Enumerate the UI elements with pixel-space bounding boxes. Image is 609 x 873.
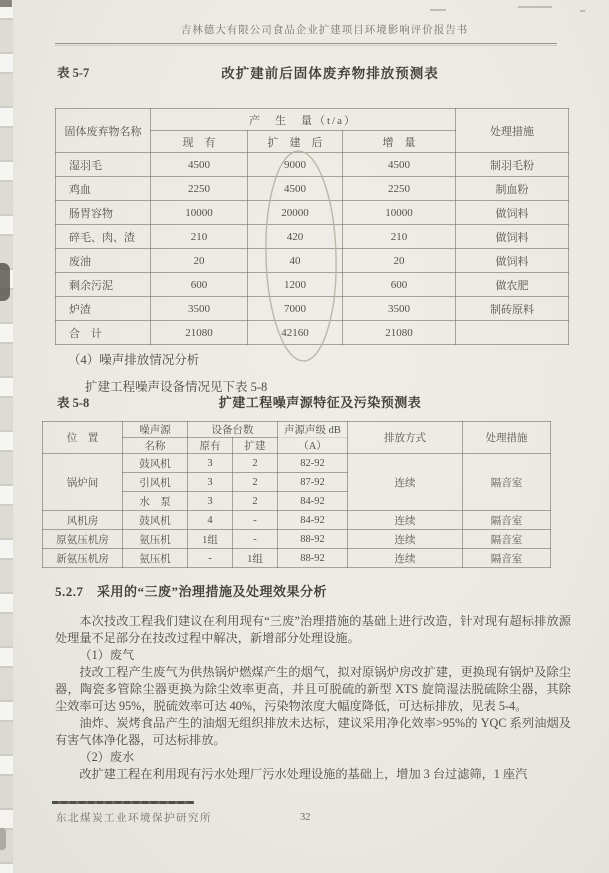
table-cell: 2250 <box>151 177 248 201</box>
table-cell: 20 <box>151 249 248 273</box>
table-cell: 4 <box>188 511 233 530</box>
table-cell: 600 <box>343 273 456 297</box>
footer-page-number: 32 <box>300 812 311 823</box>
table-cell: 4500 <box>343 153 456 177</box>
scan-mark <box>580 10 585 12</box>
table-cell: 20 <box>343 249 456 273</box>
table58-title: 扩建工程噪声源特征及污染预测表 <box>218 395 422 410</box>
paragraph: （2）废水 <box>79 750 135 764</box>
header-rule <box>55 43 557 44</box>
table-header-row <box>56 109 569 131</box>
table-cell: 9000 <box>248 153 343 177</box>
table-row <box>43 549 551 568</box>
table-cell: 做饲料 <box>456 225 569 249</box>
col-header-waste-name: 固体废弃物名称 <box>56 109 151 153</box>
table-cell: 600 <box>151 273 248 297</box>
col-header-existing: 现 有 <box>151 131 248 153</box>
table-cell: 炉渣 <box>56 297 151 321</box>
table-cell: 风机房 <box>43 511 123 530</box>
table57-title: 改扩建前后固体废弃物排放预测表 <box>221 66 439 81</box>
table-cell: 制砖原料 <box>456 297 569 321</box>
col-header-measure: 处理措施 <box>463 422 551 454</box>
table-cell: 制血粉 <box>456 177 569 201</box>
table-cell: 2250 <box>343 177 456 201</box>
table57-label: 表 5-7 <box>57 66 90 80</box>
table-cell: 1组 <box>233 549 278 568</box>
table-row <box>56 297 569 321</box>
table-cell <box>456 321 569 345</box>
table-cell: 82-92 <box>278 454 348 473</box>
footer-organization: 东北煤炭工业环境保护研究所 <box>56 813 212 824</box>
table-cell: 湿羽毛 <box>56 153 151 177</box>
table-cell: 20000 <box>248 201 343 225</box>
table-cell: 84-92 <box>278 492 348 511</box>
table-header-row <box>43 422 551 438</box>
table-cell: 连续 <box>348 511 463 530</box>
table-cell: 3500 <box>151 297 248 321</box>
section-527-body <box>55 613 571 783</box>
table-cell: 连续 <box>348 530 463 549</box>
scan-mark <box>430 9 446 11</box>
table-cell: 连续 <box>348 549 463 568</box>
table-cell: 新氨压机房 <box>43 549 123 568</box>
col-header-level-unit: （A） <box>278 438 348 454</box>
table-cell: 420 <box>248 225 343 249</box>
table-cell: - <box>233 511 278 530</box>
table-cell: 制羽毛粉 <box>456 153 569 177</box>
paragraph: 油炸、炭烤食品产生的油烟无组织排放未达标，建议采用净化效率>95%的 YQC 系列油烟及有害气体净化器，可达标排放。 <box>55 716 571 747</box>
table-cell: 3 <box>188 454 233 473</box>
table-cell: 鼓风机 <box>123 454 188 473</box>
table-cell: 剩余污泥 <box>56 273 151 297</box>
col-header-level: 声源声级 dB <box>278 422 348 438</box>
table-cell: 42160 <box>248 321 343 345</box>
table-row <box>56 153 569 177</box>
table-cell: 88-92 <box>278 530 348 549</box>
col-header-position: 位 置 <box>43 422 123 454</box>
table-cell: 210 <box>151 225 248 249</box>
table-cell: 210 <box>343 225 456 249</box>
table-row <box>56 273 569 297</box>
table-row <box>56 201 569 225</box>
table-cell: 7000 <box>248 297 343 321</box>
table-cell: 合 计 <box>56 321 151 345</box>
table-cell: 87-92 <box>278 473 348 492</box>
table-cell: 40 <box>248 249 343 273</box>
solid-waste-table <box>55 108 569 345</box>
table-total-row <box>56 321 569 345</box>
section-527-heading: 5.2.7 采用的“三废”治理措施及处理效果分析 <box>55 584 328 599</box>
footer-rule <box>52 801 194 804</box>
page-header-title: 吉林德大有限公司食品企业扩建项目环境影响评价报告书 <box>180 25 469 36</box>
col-header-original: 原有 <box>188 438 233 454</box>
table-cell: 10000 <box>343 201 456 225</box>
paragraph: 改扩建工程在利用现有污水处理厂污水处理设施的基础上，增加 3 台过滤筛，1 座汽 <box>79 767 528 781</box>
table-cell: 隔音室 <box>463 454 551 511</box>
table-cell: 1组 <box>188 530 233 549</box>
table-cell: 2 <box>233 492 278 511</box>
table58-label: 表 5-8 <box>57 396 90 410</box>
col-header-expanded: 扩建 <box>233 438 278 454</box>
col-header-output-group: 产 生 量（t/a） <box>151 109 456 131</box>
table-cell: 做饲料 <box>456 201 569 225</box>
table-cell: 10000 <box>151 201 248 225</box>
col-header-measure: 处理措施 <box>456 109 569 153</box>
table-cell: 84-92 <box>278 511 348 530</box>
table-cell: 3500 <box>343 297 456 321</box>
table-cell: 3 <box>188 492 233 511</box>
col-header-count-group: 设备台数 <box>188 422 278 438</box>
scan-mark <box>0 263 10 301</box>
table-cell: 连续 <box>348 454 463 511</box>
table-cell: - <box>233 530 278 549</box>
table-cell: 隔音室 <box>463 511 551 530</box>
table-cell: 肠胃容物 <box>56 201 151 225</box>
table-cell: 4500 <box>151 153 248 177</box>
table-cell: 鼓风机 <box>123 511 188 530</box>
noise-section-heading: （4）噪声排放情况分析 <box>68 353 200 367</box>
table-cell: 做饲料 <box>456 249 569 273</box>
table-cell: 21080 <box>151 321 248 345</box>
col-header-after: 扩 建 后 <box>248 131 343 153</box>
scan-mark <box>0 0 12 7</box>
table-cell: 2 <box>233 454 278 473</box>
col-header-source-name: 名称 <box>123 438 188 454</box>
table-cell: 隔音室 <box>463 549 551 568</box>
table-cell: 废油 <box>56 249 151 273</box>
paragraph: 技改工程产生废气为供热锅炉燃煤产生的烟气，拟对原锅炉房改扩建，更换现有锅炉及除尘器，陶瓷多管除尘器更换为除尘效率更高，并且可脱硫的新型 XTS 旋筒湿法脱硫除尘器，其除尘效率可达 95%，脱硫效率可达 40%，污染物浓度大幅度降低，可达标排放，见表 5-4。 <box>55 665 571 713</box>
table-cell: 88-92 <box>278 549 348 568</box>
paragraph: 本次技改工程我们建议在利用现有“三废”治理措施的基础上进行改造，针对现有超标排放源处理量不足部分在技改过程中解决，新增部分处理设施。 <box>55 614 571 645</box>
col-header-mode: 排放方式 <box>348 422 463 454</box>
table-cell: 3 <box>188 473 233 492</box>
table-cell: 水 泵 <box>123 492 188 511</box>
table-cell: - <box>188 549 233 568</box>
table-cell: 氨压机 <box>123 549 188 568</box>
table-cell: 引风机 <box>123 473 188 492</box>
scan-mark <box>0 828 6 850</box>
col-header-source: 噪声源 <box>123 422 188 438</box>
binding-edge <box>0 0 13 873</box>
noise-section-intro: 扩建工程噪声设备情况见下表 5-8 <box>85 380 268 394</box>
table-cell: 2 <box>233 473 278 492</box>
table-cell: 21080 <box>343 321 456 345</box>
table-row <box>56 249 569 273</box>
noise-source-table <box>42 421 551 568</box>
scan-mark <box>518 6 552 8</box>
table-cell: 鸡血 <box>56 177 151 201</box>
table-cell: 4500 <box>248 177 343 201</box>
table-row <box>56 177 569 201</box>
table-cell: 氨压机 <box>123 530 188 549</box>
table-row <box>43 511 551 530</box>
col-header-increase: 增 量 <box>343 131 456 153</box>
table-cell: 做农肥 <box>456 273 569 297</box>
table-cell: 原氨压机房 <box>43 530 123 549</box>
table-row <box>56 225 569 249</box>
table-cell: 1200 <box>248 273 343 297</box>
table-row <box>43 530 551 549</box>
table-cell: 碎毛、肉、渣 <box>56 225 151 249</box>
table-cell: 隔音室 <box>463 530 551 549</box>
paragraph: （1）废气 <box>79 648 135 662</box>
table-cell: 锅炉间 <box>43 454 123 511</box>
table-row <box>43 454 551 473</box>
